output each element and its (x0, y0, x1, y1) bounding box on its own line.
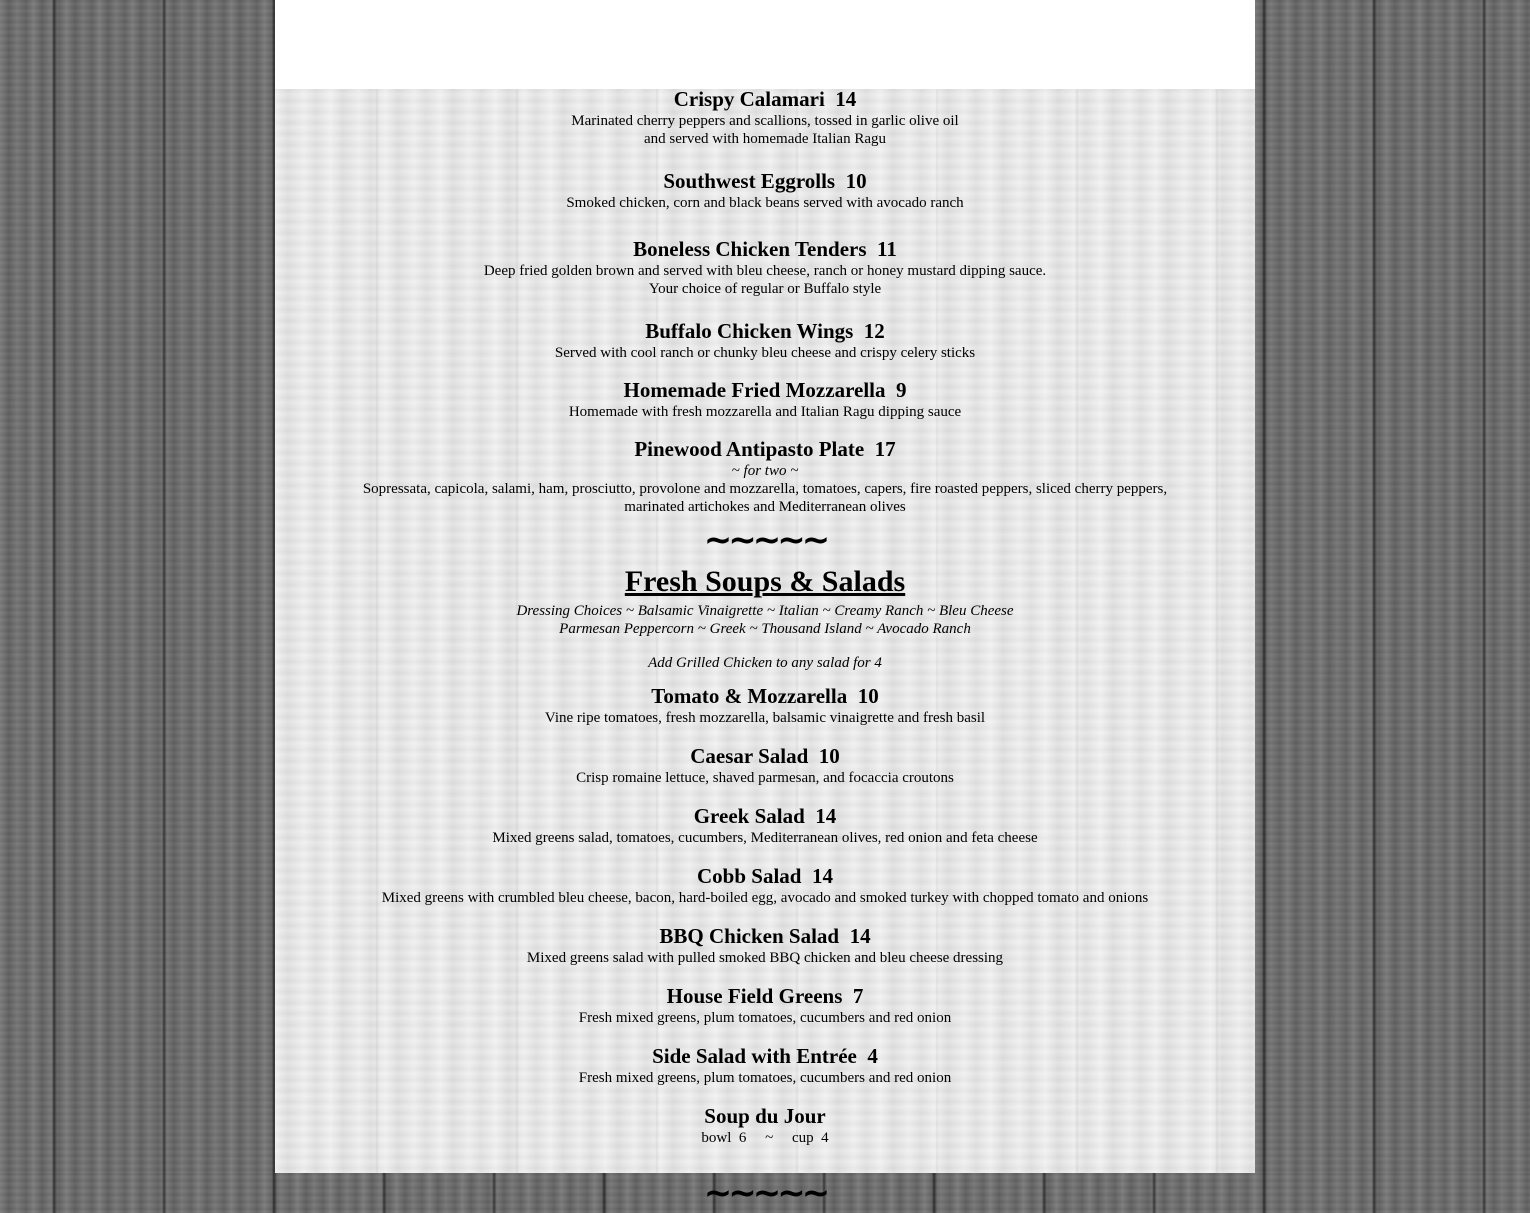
menu-panel (275, 0, 1255, 1213)
section-divider: ~~~~~ (703, 520, 827, 560)
item-title: Pinewood Antipasto Plate 17 (634, 437, 896, 461)
item-title: Boneless Chicken Tenders 11 (633, 237, 897, 261)
dressing-choices-line: Parmesan Peppercorn ~ Greek ~ Thousand Island ~ Avocado Ranch (559, 621, 971, 637)
item-description: Homemade with fresh mozzarella and Italian Ragu dipping sauce (568, 404, 962, 420)
item-description: Vine ripe tomatoes, fresh mozzarella, balsamic vinaigrette and fresh basil (544, 710, 986, 726)
section-divider: ~~~~~ (703, 1173, 827, 1213)
menu-item-southwest-eggrolls (275, 168, 1255, 212)
menu-item-boneless-chicken-tenders (275, 236, 1255, 298)
item-description: Fresh mixed greens, plum tomatoes, cucumbers and red onion (578, 1010, 952, 1026)
menu-item-side-salad (275, 1043, 1255, 1087)
item-description: Served with cool ranch or chunky bleu cheese and crispy celery sticks (554, 345, 976, 361)
item-description: Smoked chicken, corn and black beans served with avocado ranch (566, 195, 964, 211)
menu-item-tomato-mozzarella (275, 683, 1255, 727)
menu-content (275, 86, 1255, 1211)
item-title: Caesar Salad 10 (690, 744, 840, 768)
item-description: Mixed greens salad with pulled smoked BBQ chicken and bleu cheese dressing (526, 950, 1004, 966)
item-description: Marinated cherry peppers and scallions, tossed in garlic olive oil (571, 113, 959, 129)
menu-item-soup-du-jour (275, 1103, 1255, 1147)
item-description: Your choice of regular or Buffalo style (648, 281, 882, 297)
item-description: Sopressata, capicola, salami, ham, prosciutto, provolone and mozzarella, tomatoes, capers, fire roasted peppers, sliced cherry peppers, (362, 481, 1168, 497)
item-description: and served with homemade Italian Ragu (643, 131, 886, 147)
item-title: House Field Greens 7 (666, 984, 864, 1008)
item-description: Crisp romaine lettuce, shaved parmesan, and focaccia croutons (576, 770, 954, 786)
dressing-choices-line: Dressing Choices ~ Balsamic Vinaigrette ~ Italian ~ Creamy Ranch ~ Bleu Cheese (516, 603, 1014, 619)
item-description: Deep fried golden brown and served with bleu cheese, ranch or honey mustard dipping sauce. (483, 263, 1047, 279)
item-description: Fresh mixed greens, plum tomatoes, cucumbers and red onion (578, 1070, 952, 1086)
item-title: Southwest Eggrolls 10 (663, 169, 867, 193)
menu-item-caesar-salad (275, 743, 1255, 787)
add-chicken-note: Add Grilled Chicken to any salad for 4 (648, 655, 882, 671)
menu-item-buffalo-chicken-wings (275, 318, 1255, 362)
menu-item-crispy-calamari (275, 86, 1255, 148)
item-title: BBQ Chicken Salad 14 (659, 924, 871, 948)
item-title: Soup du Jour (704, 1104, 826, 1128)
item-title: Side Salad with Entrée 4 (652, 1044, 878, 1068)
menu-item-greek-salad (275, 803, 1255, 847)
item-subtitle: ~ for two ~ (731, 463, 799, 479)
item-title: Tomato & Mozzarella 10 (651, 684, 879, 708)
item-description: Mixed greens with crumbled bleu cheese, bacon, hard-boiled egg, avocado and smoked turkey with chopped tomato and onions (381, 890, 1149, 906)
item-title: Cobb Salad 14 (697, 864, 833, 888)
section-heading-soups-salads: Fresh Soups & Salads (624, 565, 906, 598)
item-description: Mixed greens salad, tomatoes, cucumbers, Mediterranean olives, red onion and feta cheese (492, 830, 1038, 846)
item-description: bowl 6 ~ cup 4 (701, 1130, 829, 1146)
item-title: Greek Salad 14 (693, 804, 837, 828)
menu-item-fried-mozzarella (275, 377, 1255, 421)
menu-item-cobb-salad (275, 863, 1255, 907)
header-blank-area (275, 0, 1255, 89)
item-title: Buffalo Chicken Wings 12 (645, 319, 885, 343)
item-title: Crispy Calamari 14 (673, 87, 857, 111)
item-description: marinated artichokes and Mediterranean olives (624, 499, 906, 515)
menu-item-bbq-chicken-salad (275, 923, 1255, 967)
item-title: Homemade Fried Mozzarella 9 (623, 378, 907, 402)
menu-item-antipasto-plate (275, 436, 1255, 516)
menu-item-house-field-greens (275, 983, 1255, 1027)
